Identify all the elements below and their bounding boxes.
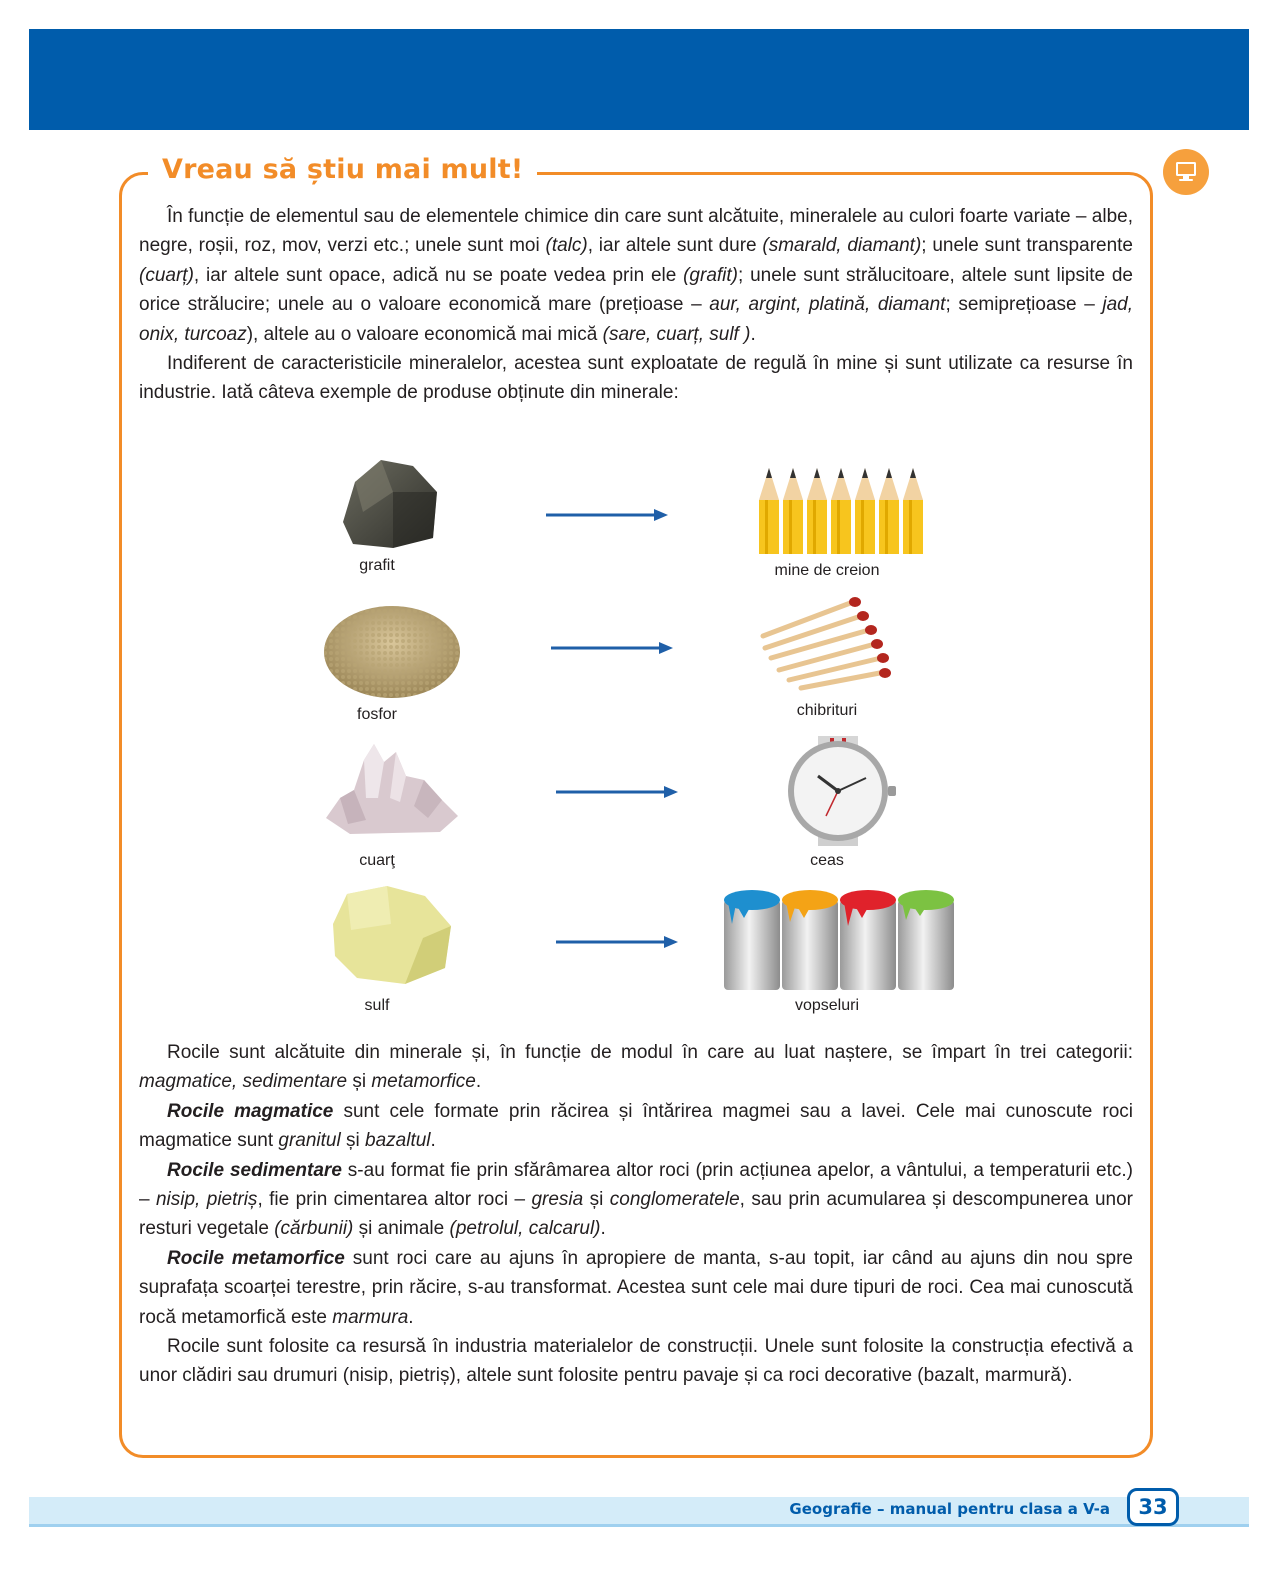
rocks-paragraph-metamorfice: Rocile metamorfice sunt roci care au ajuns în apropiere de manta, s-au topit, iar când au ajuns din nou spre suprafața scoarței terestre, prin răcire, s-au transformat. Acestea sunt cele mai dure tipuri de roci. Cea mai cunoscută rocă metamorfică este marmura. <box>139 1247 1133 1328</box>
header-band <box>29 29 1249 130</box>
product-caption: vopseluri <box>794 997 860 1014</box>
mineral-caption: grafit <box>359 557 395 574</box>
arrow-icon <box>556 785 680 799</box>
computer-icon <box>1174 161 1198 183</box>
intro-paragraph-1: În funcție de elementul sau de elementele chimice din care sunt alcătuite, mineralele au culori foarte variate – albe, negre, roșii, roz, mov, verzi etc.; unele sunt moi (talc), iar altele sunt dure (smarald, diamant); unele sunt transparente (cuarț), iar altele sunt opace, adică nu se poate vedea prin ele (grafit); unele sunt strălucitoare, altele sunt lipsite de orice strălucire; unele au o valoare economică mare (prețioase – aur, argint, platină, diamant; semiprețioase – jad, onix, turcoaz), altele au o valoare economică mai mică (sare, cuarț, sulf ). <box>139 206 1134 345</box>
matches-image <box>757 596 891 692</box>
arrow-icon <box>546 508 670 522</box>
arrow-icon <box>556 935 680 949</box>
pencils-image <box>757 468 931 554</box>
computer-badge <box>1163 149 1209 195</box>
mineral-caption: cuarţ <box>359 852 395 869</box>
footer-divider <box>29 1524 1249 1527</box>
quartz-crystal-image <box>320 740 462 836</box>
sulfur-rock-image <box>327 884 457 988</box>
mineral-caption: sulf <box>364 997 390 1014</box>
arrow-icon <box>551 641 675 655</box>
mineral-caption: fosfor <box>356 706 398 723</box>
box-title: Vreau să știu mai mult! <box>148 154 537 185</box>
rocks-paragraph-sedimentare: Rocile sedimentare s-au format fie prin sfărâmarea altor roci (prin acțiunea apelor, a vântului, a temperaturii etc.) – nisip, pietriș, fie prin cimentarea altor roci – gresia și conglomeratele, sau prin acumularea și descompunerea unor resturi vegetale (cărbunii) și animale (petrolul, calcarul). <box>139 1159 1133 1240</box>
watch-image <box>778 736 900 846</box>
rocks-paragraph-use: Rocile sunt folosite ca resursă în industria materialelor de construcții. Unele sunt folosite la construcția efectivă a unor clădiri sau drumuri (nisip, pietriș), altele sunt folosite pentru pavaje și ca roci decorative (bazalt, marmură). <box>139 1336 1133 1387</box>
rocks-paragraph-magmatice: Rocile magmatice sunt cele formate prin răcirea și întărirea magmei sau a lavei. Cele mai cunoscute roci magmatice sunt granitul și bazaltul. <box>139 1100 1133 1152</box>
product-caption: mine de creion <box>774 562 880 579</box>
product-caption: chibrituri <box>796 702 858 719</box>
rocks-paragraph-1: Rocile sunt alcătuite din minerale și, în funcție de modul în care au luat naștere, se împart în trei categorii: magmatice, sedimentare și metamorfice. <box>139 1042 1133 1093</box>
intro-text <box>139 202 1133 408</box>
product-caption: ceas <box>810 852 844 869</box>
phosphorus-pile-image <box>322 596 462 700</box>
paint-cans-image <box>722 888 956 992</box>
intro-paragraph-2: Indiferent de caracteristicile mineralelor, acestea sunt exploatate de regulă în mine și sunt utilizate ca resurse în industrie. Iată câteva exemple de produse obținute din minerale: <box>139 353 1133 404</box>
page-number: 33 <box>1127 1488 1179 1526</box>
book-title: Geografie – manual pentru clasa a V-a <box>789 1500 1110 1518</box>
graphite-rock-image <box>333 452 441 550</box>
rocks-text <box>139 1038 1133 1391</box>
